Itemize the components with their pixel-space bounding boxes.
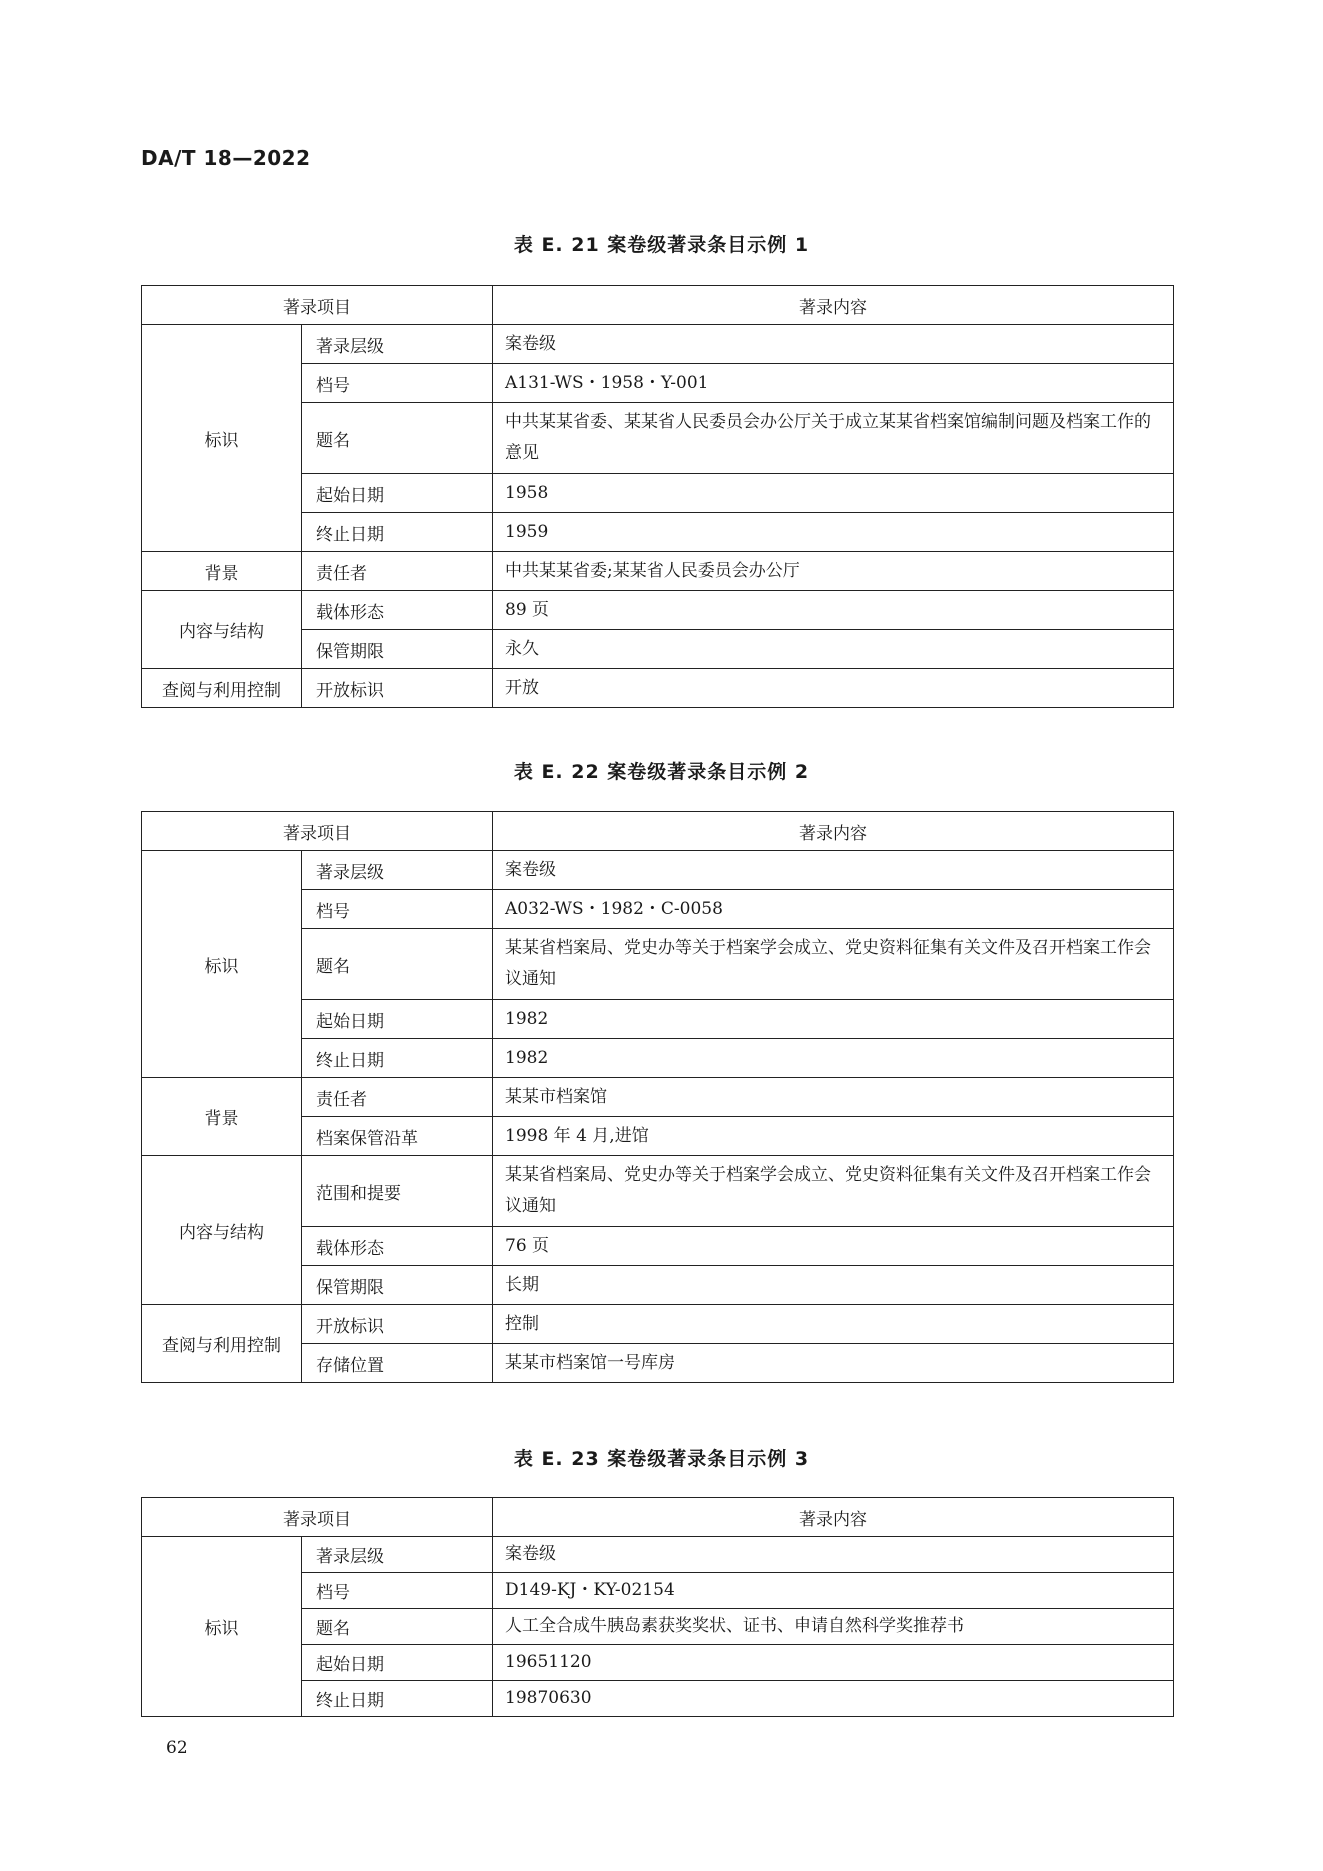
table-row <box>142 1305 1174 1344</box>
value-cell: D149-KJ・KY-02154 <box>493 1573 1174 1609</box>
item-cell: 责任者 <box>302 1078 493 1117</box>
value-cell: A032-WS・1982・C-0058 <box>493 890 1174 929</box>
value-cell: 长期 <box>493 1266 1174 1305</box>
value-cell: 某某省档案局、党史办等关于档案学会成立、党史资料征集有关文件及召开档案工作会议通知 <box>493 1156 1174 1227</box>
value-cell: 中共某某省委;某某省人民委员会办公厅 <box>493 552 1174 591</box>
value-cell: 1998 年 4 月,进馆 <box>493 1117 1174 1156</box>
item-cell: 保管期限 <box>302 630 493 669</box>
category-cell: 标识 <box>142 851 302 1078</box>
table-row <box>142 1156 1174 1227</box>
value-cell: 中共某某省委、某某省人民委员会办公厅关于成立某某省档案馆编制问题及档案工作的意见 <box>493 403 1174 474</box>
item-cell: 范围和提要 <box>302 1156 493 1227</box>
value-cell: 某某市档案馆 <box>493 1078 1174 1117</box>
item-cell: 档号 <box>302 1573 493 1609</box>
item-cell: 保管期限 <box>302 1266 493 1305</box>
category-cell: 内容与结构 <box>142 591 302 669</box>
value-cell: 案卷级 <box>493 851 1174 890</box>
record-table <box>141 285 1174 708</box>
item-cell: 终止日期 <box>302 513 493 552</box>
item-cell: 开放标识 <box>302 669 493 708</box>
item-cell: 题名 <box>302 929 493 1000</box>
table-header-row <box>142 812 1174 851</box>
category-cell: 背景 <box>142 1078 302 1156</box>
item-cell: 题名 <box>302 403 493 474</box>
value-cell: 1959 <box>493 513 1174 552</box>
value-cell: 永久 <box>493 630 1174 669</box>
item-cell: 著录层级 <box>302 1537 493 1573</box>
header-content-cell: 著录内容 <box>493 812 1174 851</box>
table-row <box>142 552 1174 591</box>
item-cell: 档号 <box>302 364 493 403</box>
value-cell: 案卷级 <box>493 325 1174 364</box>
item-cell: 终止日期 <box>302 1681 493 1717</box>
item-cell: 档号 <box>302 890 493 929</box>
table-title: 表 E. 23 案卷级著录条目示例 3 <box>513 1448 810 1470</box>
table-title: 表 E. 21 案卷级著录条目示例 1 <box>513 234 810 256</box>
category-cell: 背景 <box>142 552 302 591</box>
item-cell: 档案保管沿革 <box>302 1117 493 1156</box>
item-cell: 责任者 <box>302 552 493 591</box>
category-cell: 查阅与利用控制 <box>142 669 302 708</box>
item-cell: 题名 <box>302 1609 493 1645</box>
value-cell: 1982 <box>493 1000 1174 1039</box>
item-cell: 载体形态 <box>302 1227 493 1266</box>
item-cell: 起始日期 <box>302 474 493 513</box>
table-row <box>142 591 1174 630</box>
table-title: 表 E. 22 案卷级著录条目示例 2 <box>513 761 810 783</box>
record-table <box>141 811 1174 1383</box>
item-cell: 存储位置 <box>302 1344 493 1383</box>
record-table <box>141 1497 1174 1717</box>
value-cell: 19870630 <box>493 1681 1174 1717</box>
value-cell: 89 页 <box>493 591 1174 630</box>
category-cell: 查阅与利用控制 <box>142 1305 302 1383</box>
table-row <box>142 669 1174 708</box>
category-cell: 内容与结构 <box>142 1156 302 1305</box>
item-cell: 起始日期 <box>302 1645 493 1681</box>
table-header-row <box>142 1498 1174 1537</box>
item-cell: 终止日期 <box>302 1039 493 1078</box>
header-item-cell: 著录项目 <box>142 1498 493 1537</box>
value-cell: 某某省档案局、党史办等关于档案学会成立、党史资料征集有关文件及召开档案工作会议通知 <box>493 929 1174 1000</box>
table-row <box>142 1537 1174 1573</box>
table-row <box>142 325 1174 364</box>
category-cell: 标识 <box>142 325 302 552</box>
item-cell: 开放标识 <box>302 1305 493 1344</box>
value-cell: 控制 <box>493 1305 1174 1344</box>
item-cell: 著录层级 <box>302 325 493 364</box>
table-header-row <box>142 286 1174 325</box>
header-item-cell: 著录项目 <box>142 286 493 325</box>
header-content-cell: 著录内容 <box>493 286 1174 325</box>
page-number: 62 <box>166 1738 188 1758</box>
value-cell: A131-WS・1958・Y-001 <box>493 364 1174 403</box>
value-cell: 1958 <box>493 474 1174 513</box>
category-cell: 标识 <box>142 1537 302 1717</box>
value-cell: 案卷级 <box>493 1537 1174 1573</box>
value-cell: 1982 <box>493 1039 1174 1078</box>
table-row <box>142 851 1174 890</box>
value-cell: 76 页 <box>493 1227 1174 1266</box>
document-code: DA/T 18—2022 <box>141 146 311 170</box>
value-cell: 开放 <box>493 669 1174 708</box>
value-cell: 19651120 <box>493 1645 1174 1681</box>
item-cell: 著录层级 <box>302 851 493 890</box>
value-cell: 人工全合成牛胰岛素获奖奖状、证书、申请自然科学奖推荐书 <box>493 1609 1174 1645</box>
item-cell: 起始日期 <box>302 1000 493 1039</box>
item-cell: 载体形态 <box>302 591 493 630</box>
value-cell: 某某市档案馆一号库房 <box>493 1344 1174 1383</box>
header-content-cell: 著录内容 <box>493 1498 1174 1537</box>
header-item-cell: 著录项目 <box>142 812 493 851</box>
table-row <box>142 1078 1174 1117</box>
